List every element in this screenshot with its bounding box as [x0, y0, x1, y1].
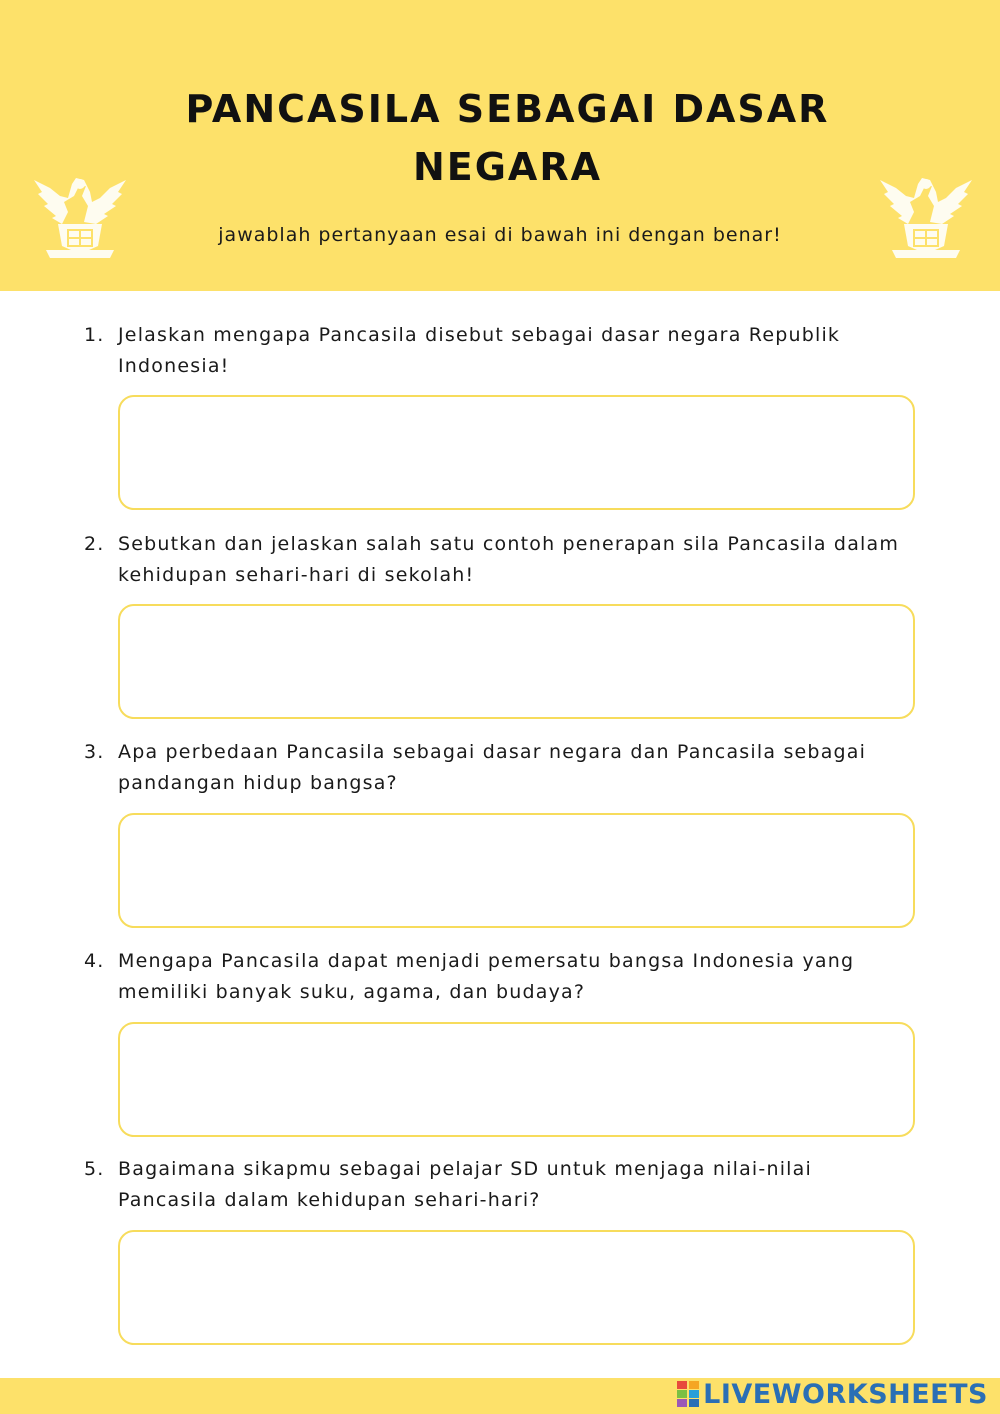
answer-box-5[interactable]	[118, 1230, 915, 1345]
garuda-emblem-icon	[874, 166, 978, 262]
question-text: Jelaskan mengapa Pancasila disebut sebagai dasar negara Republik Indonesia!	[118, 324, 841, 377]
garuda-emblem-icon	[28, 166, 132, 262]
brand-name: LIVEWORKSHEETS	[703, 1378, 988, 1410]
answer-box-4[interactable]	[118, 1022, 915, 1137]
question-text: Bagaimana sikapmu sebagai pelajar SD untuk menjaga nilai-nilai Pancasila dalam kehidupan sehari-hari?	[118, 1158, 812, 1211]
question-number: 4.	[84, 950, 105, 972]
question-text: Mengapa Pancasila dapat menjadi pemersatu bangsa Indonesia yang memiliki banyak suku, agama, dan budaya?	[118, 950, 855, 1003]
question-number: 1.	[84, 324, 105, 346]
header-band	[0, 0, 1000, 291]
answer-box-2[interactable]	[118, 604, 915, 719]
instruction-text: jawablah pertanyaan esai di bawah ini dengan benar!	[218, 224, 782, 246]
question-number: 2.	[84, 533, 105, 555]
answer-box-1[interactable]	[118, 395, 915, 510]
answer-box-3[interactable]	[118, 813, 915, 928]
question-text: Sebutkan dan jelaskan salah satu contoh penerapan sila Pancasila dalam kehidupan sehari-hari di sekolah!	[118, 533, 900, 586]
page-title: PANCASILA SEBAGAI DASAR NEGARA	[185, 87, 830, 189]
liveworksheets-brand[interactable]	[677, 1376, 988, 1412]
question-text: Apa perbedaan Pancasila sebagai dasar negara dan Pancasila sebagai pandangan hidup bangsa?	[118, 741, 867, 794]
liveworksheets-logo-icon	[677, 1381, 699, 1407]
question-number: 3.	[84, 741, 105, 763]
question-number: 5.	[84, 1158, 105, 1180]
